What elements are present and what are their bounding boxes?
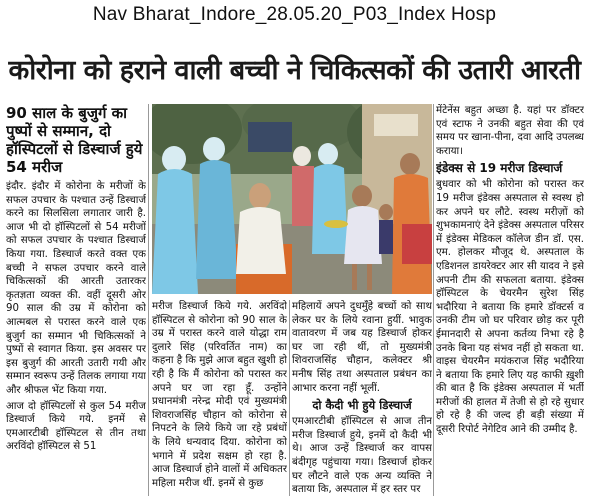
left-paragraph-1: इंदौर. इंदौर में कोरोना के मरीजों के सफल उपचार के पश्चात उन्हें डिस्चार्ज करने का सिलसिला लगातार जारी है. आज भी दो हॉस्पिटलों से 54 मरीजों को सफल उपचार के पश्चात डिस्चार्ज किया गया. डिस्चार्ज करते वक्त एक बच्ची ने सफल उपचार करने वाले चिकित्सकों की आरती उतारकर कृतज्ञता व्यक्त की. वहीं दूसरी ओर 90 साल की उम्र में कोरोना को आत्मबल से परास्त करने वाले एक बुजुर्ग का सम्मान भी चिकित्सकों ने पुष्पों से स्वागत किया. इस अवसर पर इस बुजुर्ग की आरती उतारी गयी और सम्मान स्वरूप उन्हें तिलक लगाया गया और श्रीफल भेंट किया गया. (6, 181, 146, 396)
headline: कोरोना को हराने वाली बच्ची ने चिकित्सकों की उतारी आरती (8, 55, 581, 86)
right-paragraph-1: मेंटेनेंस बहुत अच्छा है. यहां पर डॉक्टर एवं स्टाफ ने उनकी बहुत सेवा की एवं समय पर खाना-पीना, दवा आदि उपलब्ध कराया। (436, 105, 584, 157)
mid1-paragraph-1: मरीज डिस्चार्ज किये गये. अरविंदो हॉस्पिटल से कोरोना को 90 साल के उम्र में परास्त करने वाले योद्धा राम दुलारे सिंह (परिवर्तित नाम) का कहना है कि मुझे आज बहुत खुशी हो रही है कि मैं कोरोना को परास्त कर अपने घर जा रहा हूँ. उन्होंने प्रधानमंत्री नरेन्द्र मोदी एवं मुख्यमंत्री शिवराजसिंह चौहान को कोरोना से निपटने के लिये किये जा रहे प्रबंधों के लिये धन्यवाद दिया. कोरोना को भगाने में प्रदेश सक्षम हो रहा है. आज डिस्चार्ज होने वालों में अधिकतर महिला मरीज थीं. इनमें से कुछ (152, 301, 287, 489)
left-column (6, 104, 146, 496)
middle-column-2 (292, 300, 432, 496)
column-rule-left (148, 104, 149, 496)
left-paragraph-2: आज दो हॉस्पिटलों से कुल 54 मरीज डिस्चार्ज किये गये. इनमें से एमआरटीबी हॉस्पिटल से तीन तथा अरविंदो हॉस्पिटल से 51 (6, 400, 146, 453)
right-column (436, 104, 584, 496)
mid2-paragraph-2: एमआरटीबी हॉस्पिटल से आज तीन मरीज डिस्चार्ज हुये, इनमें दो कैदी भी थे। आज उन्हें डिस्चार्ज कर वापस बंदीगृह पहुंचाया गया। डिस्चार्ज होकर घर लौटने वाले एक अन्य व्यक्ति ने बताया कि, अस्पताल में हर स्तर पर (292, 416, 432, 496)
photo-illustration (152, 104, 432, 294)
page-caption: Nav Bharat_Indore_28.05.20_P03_Index Hosp (92, 4, 497, 25)
mid2-paragraph-1: महिलायें अपने दुधमुँहे बच्चों को साथ लेकर घर के लिये रवाना हुयीं. भावुक वातावरण में जब यह डिस्चार्ज होकर घर जा रही थीं, तो मुख्यमंत्री शिवराजसिंह चौहान, कलेक्टर श्री मनीष सिंह तथा अस्पताल प्रबंधन का आभार करना नहीं भूलीं. (292, 301, 432, 394)
right-subhead: इंडेक्स से 19 मरीज डिस्चार्ज (436, 161, 563, 176)
column-rule-mid (289, 300, 290, 496)
left-subhead: 90 साल के बुजुर्ग का पुष्पों से सम्मान, दो हॉस्पिटलों से डिस्चार्ज हुये 54 मरीज (6, 104, 143, 176)
right-paragraph-2: बुधवार को भी कोरोना को परास्त कर 19 मरीज इंडेक्स अस्पताल से स्वस्थ हो कर अपने घर लौटे. स्वस्थ मरीज़ों को शुभकामनाएं देने इंडेक्स अस्पताल परिसर में इंडेक्स मेडिकल कॉलेज डीन डॉ. एस. एम. होलकर मौजूद थे. अस्पताल के एडिशनल डायरेक्टर आर सी यादव ने इसे अपनी टीम की सफलता बताया. इंडेक्स हॉस्पिटल के चेयरमैन सुरेश सिंह भदौरिया ने बताया कि हमारे डॉक्टर्स व उनकी टीम जो घर परिवार छोड़ कर पूरी ईमानदारी से अपना कर्तव्य निभा रहे है उनके बिना यह संभव नहीं हो सकता था. वाइस चेयरमैन मयंकराज सिंह भदौरिया ने बताया कि हमारे लिए यह काफी ख़ुशी की बात है कि इंडेक्स अस्पताल में भर्ती मरीजों की हालत में तेजी से हो रहे सुधार हो रहे है की जल्द ही बड़ी संख्या में दूसरी रिपोर्ट नेगेटिव आने की उम्मीद है. (436, 179, 584, 436)
column-rule-right (433, 104, 434, 496)
news-photo (152, 104, 432, 294)
middle-column-1 (152, 300, 287, 496)
mid2-subhead: दो कैदी भी हुये डिस्चार्ज (312, 398, 412, 413)
